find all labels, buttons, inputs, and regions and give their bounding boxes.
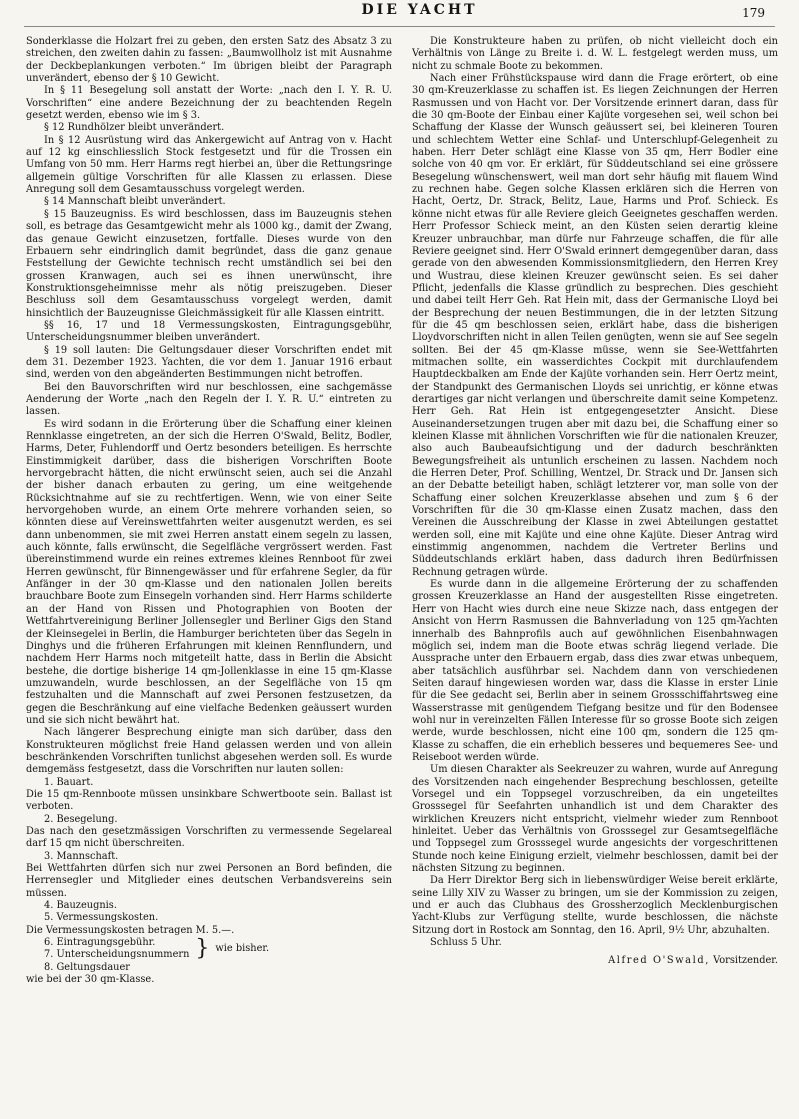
rule-text: Bei Wettfahrten dürfen sich nur zwei Personen an Bord befinden, die Herrensegler und Mitglieder eines deutschen Verbandsvereins sein müssen. <box>26 863 392 899</box>
rule-heading: 7. Unterscheidungsnummern <box>44 949 190 961</box>
rule-text: Das nach den gesetzmässigen Vorschriften zu vermessende Segelareal darf 15 qm nicht überschreiten. <box>26 826 392 850</box>
rule-heading: 2. Besegelung. <box>44 813 118 825</box>
signature <box>412 955 778 967</box>
text-columns <box>26 36 778 1112</box>
rule-heading: 3. Mannschaft. <box>44 850 119 862</box>
paragraph: Nach längerer Besprechung einigte man sich darüber, dass den Konstrukteuren möglichst freie Hand gelassen werden und von allein beschränkenden Vorschriften tunlichst abgesehen werden soll. Es wurde demgemäss festgesetzt, dass die Vorschriften nur lauten sollen: <box>26 727 392 776</box>
rule-heading: 6. Eintragungsgebühr. <box>44 937 156 949</box>
paragraph: Da Herr Direktor Berg sich in liebenswürdiger Weise bereit erklärte, seine Lilly XIV zu Wasser zu bringen, um sie der Kommission zu zeigen, und er auch das Clubhaus des Grossherzoglich Mecklenburgischen Yacht-Klubs zur Verfügung stellte, wurde beschlossen, die nächste Sitzung dort in Rostock am Sonntag, den 16. April, 9½ Uhr, abzuhalten. <box>412 875 778 936</box>
paragraph: §§ 16, 17 und 18 Vermessungskosten, Eintragungsgebühr, Unterscheidungsnummer bleiben unverändert. <box>26 319 392 344</box>
signature-name: Alfred O'Swald, <box>608 955 710 967</box>
rule-heading: 5. Vermessungskosten. <box>44 912 159 924</box>
rule-heading: 1. Bauart. <box>44 776 94 788</box>
paragraph: In § 12 Ausrüstung wird das Ankergewicht auf Antrag von v. Hacht auf 12 kg einschliesslich Stock festgesetzt und für die Trossen ein Umfang von 50 mm. Herr Harms regt hierbei an, über die Rettungsringe allgemein gültige Vorschriften für alle Klassen zu erlassen. Diese Anregung soll dem Gesamtausschuss vorgelegt werden. <box>26 134 392 196</box>
right-column <box>412 36 778 1112</box>
page-number: 179 <box>742 6 765 20</box>
paragraph: Es wird sodann in die Erörterung über die Schaffung einer kleinen Rennklasse eingetreten, an der sich die Herren O'Swald, Belitz, Bodler, Harms, Deter, Fuhlendorff und Oertz besonders beteiligen. Es herrschte Einstimmigkeit darüber, dass die bisherigen Vorschriften Boote hervorgebracht hätten, die nicht erwünscht seien, auch sei die Anzahl der bisher danach erbauten zu gering, um eine weitgehende Rücksichtnahme auf sie zu rechtfertigen. Wenn, wie von einer Seite hervorgehoben wurde, an einem Orte mehrere vorhanden seien, so könnten diese auf Vereinswettfahrten weiter ausgenutzt werden, es sei dann unbenommen, sie mit zwei Herren anstatt einem segeln zu lassen, auch könnte, falls erwünscht, die Segelfläche vergrössert werden. Fast übereinstimmend wurde ein reines extremes kleines Rennboot für zwei Herren gewünscht, für Binnengewässer und für erfahrene Segler, da für Anfänger in der 30 qm-Klasse und den nationalen Jollen bereits brauchbare Boote zum Einsegeln vorhanden sind. Herr Harms schilderte an der Hand von Rissen und Photographien von Booten der Wettfahrtvereinigung Berliner Jollensegler und Berliner Gigs den Stand der Kleinsegelei in Berlin, die Hamburger berichteten über das Segeln in Dinghys und die früheren Erfahrungen mit kleinen Rennflundern, und nachdem Herr Harms noch mitgeteilt hatte, dass in Berlin die Absicht bestehe, die dortige bisherige 14 qm-Jollenklasse in eine 15 qm-Klasse umzuwandeln, wurde beschlossen, an der Segelfläche von 15 qm festzuhalten und die Mannschaft auf zwei Personen festzusetzen, da gegen die Beschränkung auf eine vielfache Bedenken geäussert wurden und sie sich nicht bewährt hat. <box>26 418 392 726</box>
paragraph: Um diesen Charakter als Seekreuzer zu wahren, wurde auf Anregung des Vorsitzenden nach eingehender Besprechung beschlossen, geteilte Vorsegel und ein Toppsegel vorzuschreiben, da ein ungeteiltes Grosssegel für Seefahrten unhandlich ist und dem Charakter des wirklichen Kreuzers nicht entspricht, vielmehr wieder zum Rennboot hinleitet. Ueber das Verhältnis von Grosssegel zur Gesamtsegelfläche und Toppsegel zum Grosssegel wurde angesichts der vorgeschrittenen Stunde noch keine Einigung erzielt, vielmehr beschlossen, damit bei der nächsten Sitzung zu beginnen. <box>412 764 778 875</box>
rule-text: Die Vermessungskosten betragen M. 5.—. <box>26 924 235 936</box>
journal-title: DIE YACHT <box>361 2 478 18</box>
rule-text: wie bei der 30 qm-Klasse. <box>26 974 155 986</box>
brace-symbol: } <box>195 936 210 962</box>
paragraph: Sonderklasse die Holzart frei zu geben, den ersten Satz des Absatz 3 zu streichen, den zweiten dahin zu fassen: „Baumwollholz ist mit Ausnahme der Deckbeplankungen verboten.“ Im übrigen bleibt der Paragraph unverändert, ebenso der § 10 Gewicht. <box>26 36 392 85</box>
paragraph: § 15 Bauzeugniss. Es wird beschlossen, dass im Bauzeugnis stehen soll, es betrage das Gesamtgewicht mehr als 1000 kg., damit der Zwang, das genaue Gewicht einzusetzen, fortfalle. Dieses wurde von den Erbauern sehr eindringlich damit begründet, dass die ganz genaue Feststellung der Gewichte technisch recht umständlich sei bei den grossen Kranwagen, auch sei es ihnen unerwünscht, ihre Konstruktionsgeheimnisse mehr als nötig preiszugeben. Dieser Beschluss soll dem Gesamtausschuss vorgelegt werden, damit hinsichtlich der Bauzeugnisse Gleichmässigkeit für alle Klassen eintritt. <box>26 208 392 319</box>
paragraph: § 14 Mannschaft bleibt unverändert. <box>44 196 226 208</box>
rule-text: wie bisher. <box>215 943 270 955</box>
paragraph: § 19 soll lauten: Die Geltungsdauer dieser Vorschriften endet mit dem 31. Dezember 1923. Yachten, die vor dem 1. Januar 1916 erbaut sind, werden von den abgeänderten Bestimmungen nicht betroffen. <box>26 344 392 381</box>
rule-heading: 4. Bauzeugnis. <box>44 900 117 912</box>
left-column <box>26 36 392 1112</box>
paragraph: Es wurde dann in die allgemeine Erörterung der zu schaffenden grossen Kreuzerklasse an Hand der ausgestellten Risse eingetreten. Herr von Hacht wies durch eine neue Skizze nach, dass entgegen der Ansicht von Herrn Rasmussen die Bahnverladung von 125 qm-Yachten innerhalb des Bahnprofils auch auf gewöhnlichen Eisenbahnwagen möglich sei, indem man die Boote etwas schräg liegend verlade. Die Aussprache unter den Erbauern ergab, dass dies zwar etwas unbequem, aber tatsächlich ausführbar sei. Nachdem dann von verschiedenen Seiten darauf hingewiesen worden war, dass die Klasse in erster Linie für die See gedacht sei, Berlin aber in seinem Grossschiffahrtsweg eine Wasserstrasse mit genügendem Tiefgang besitze und für den Bodensee wohl nur in vereinzelten Fällen Interesse für so grosse Boote sich zeigen werde, wurde beschlossen, nicht eine 100 qm, sondern die 125 qm-Klasse zu schaffen, die ein erheblich besseres und bequemeres See- und Reiseboot werden würde. <box>412 579 778 763</box>
signature-role: Vorsitzender. <box>713 955 778 967</box>
page-header <box>24 2 775 27</box>
rule-brace-group <box>26 937 392 962</box>
rule-text: Die 15 qm-Rennboote müssen unsinkbare Schwertboote sein. Ballast ist verboten. <box>26 788 392 813</box>
paragraph: Bei den Bauvorschriften wird nur beschlossen, eine sachgemässe Aenderung der Worte „nach den Regeln der I. Y. R. U.“ eintreten zu lassen. <box>26 381 392 418</box>
paragraph: In § 11 Besegelung soll anstatt der Worte: „nach den I. Y. R. U. Vorschriften“ eine andere Bezeichnung der zu beachtenden Regeln gesetzt werden, ebenso wie im § 3. <box>26 85 392 122</box>
paragraph: § 12 Rundhölzer bleibt unverändert. <box>44 122 225 134</box>
paragraph: Nach einer Frühstückspause wird dann die Frage erörtert, ob eine 30 qm-Kreuzerklasse zu schaffen ist. Es liegen Zeichnungen der Herren Rasmussen und von Hacht vor. Der Vorsitzende erinnert daran, dass für die 30 qm-Boote der Einbau einer Kajüte vorgesehen sei, weil schon bei Schaffung der Klasse der Wunsch geäussert sei, bei kleineren Touren und schlechtem Wetter eine Schlaf- und Unterschlupf-Gelegenheit zu haben. Herr Deter schlägt eine Klasse von 35 qm, Herr Bodler eine solche von 40 qm vor. Er erklärt, für Süddeutschland sei eine grössere Besegelung wünschenswert, weil man dort sehr häufig mit flauem Wind zu rechnen habe. Gegen solche Klassen erklären sich die Herren von Hacht, Oertz, Dr. Strack, Belitz, Laue, Harms und Prof. Schieck. Es könne nicht etwas für alle Reviere gleich Geeignetes geschaffen werden. Herr Professor Schieck meint, an den Küsten seien derartig kleine Kreuzer unbrauchbar, man dürfe nur Fahrzeuge schaffen, die für alle Reviere geeignet sind. Herr O'Swald erinnert demgegenüber daran, dass gerade von den abwesenden Kommissionsmitgliedern, den Herren Krey und Wustrau, diese kleinen Kreuzer gewünscht seien. Es sei daher Pflicht, jedenfalls die Klasse gründlich zu besprechen. Dies geschieht und dabei teilt Herr Geh. Rat Hein mit, dass der Germanische Lloyd bei der Besprechung der neuen Bestimmungen, die in der letzten Sitzung für die 45 qm beschlossen seien, erklärt habe, dass die bisherigen Lloydvorschriften nicht in allen Teilen genügten, wenn sie auf See segeln sollten. Bei der 45 qm-Klasse müsse, wenn sie See-Wettfahrten mitmachen sollte, ein wasserdichtes Cockpit mit durchlaufendem Hauptdeckbalken am Ende der Kajüte vorhanden sein. Herr Oertz meint, der Standpunkt des Germanischen Lloyds sei unrichtig, er könne etwas derartiges gar nicht verlangen und überschreite damit seine Kompetenz. Herr Geh. Rat Hein ist entgegengesetzter Ansicht. Diese Auseinandersetzungen trugen aber mit dazu bei, die Schaffung einer so kleinen Klasse mit ähnlichen Vorschriften wie für die nationalen Kreuzer, also auch Baubeaufsichtigung und der dadurch beschränkten Bewegungsfreiheit als untunlich erscheinen zu lassen. Nachdem noch die Herren Deter, Prof. Schilling, Wentzel, Dr. Strack und Dr. Jansen sich an der Debatte beteiligt haben, schlägt letzterer vor, man solle von der Schaffung einer solchen Kreuzerklasse absehen und zum § 6 der Vorschriften für die 30 qm-Klasse einen Zusatz machen, dass den Vereinen die Ausschreibung der Klasse in zwei Abteilungen gestattet werden soll, eine mit Kajüte und eine ohne Kajüte. Dieser Antrag wird einstimmig angenommen, nachdem die Vertreter Berlins und Süddeutschlands erklärt haben, dass dadurch ihren Bedürfnissen Rechnung getragen würde. <box>412 73 778 578</box>
rule-heading: 8. Geltungsdauer <box>44 961 130 973</box>
closing-time: Schluss 5 Uhr. <box>430 937 502 949</box>
paragraph: Die Konstrukteure haben zu prüfen, ob nicht vielleicht doch ein Verhältnis von Länge zu Breite i. d. W. L. festgelegt werden muss, um nicht zu schmale Boote zu bekommen. <box>412 36 778 72</box>
